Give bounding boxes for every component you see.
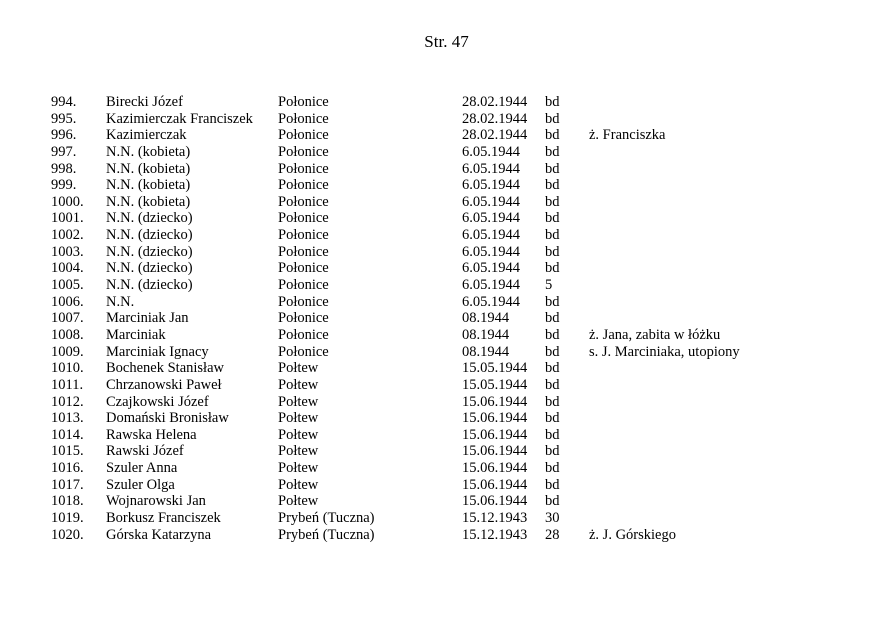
record-age: 5 [545,277,553,294]
record-name: Czajkowski Józef [106,393,209,410]
record-name: N.N. (kobieta) [106,160,191,177]
record-date: 15.05.1944 [462,360,528,377]
record-date: 6.05.1944 [462,277,520,294]
record-name: Wojnarowski Jan [106,493,206,510]
record-date: 28.02.1944 [462,94,528,110]
record-date: 08.1944 [462,310,510,327]
record-number: 1009. [51,343,84,360]
record-name: N.N. (kobieta) [106,177,191,194]
record-date: 6.05.1944 [462,260,520,277]
record-date: 15.06.1944 [462,460,528,477]
record-date: 15.06.1944 [462,410,528,427]
record-number: 1016. [51,460,84,477]
record-number: 1020. [51,526,84,543]
record-place: Połonice [278,260,329,277]
record-place: Połonice [278,343,329,360]
record-place: Prybeń (Tuczna) [278,510,375,527]
record-number: 995. [51,110,77,127]
record-age: bd [545,293,560,310]
record-date: 6.05.1944 [462,293,520,310]
record-name: N.N. (kobieta) [106,193,191,210]
record-place: Połonice [278,143,329,160]
record-date: 28.02.1944 [462,127,528,144]
record-place: Połonice [278,160,329,177]
record-date: 15.06.1944 [462,493,528,510]
record-age: bd [545,160,560,177]
record-name: Marciniak Ignacy [106,343,209,360]
record-number: 1015. [51,443,84,460]
record-number: 1001. [51,210,84,227]
record-number: 1017. [51,476,84,493]
record-number: 999. [51,177,77,194]
record-age: bd [545,110,560,127]
record-date: 6.05.1944 [462,193,520,210]
record-age: bd [545,326,560,343]
record-date: 15.12.1943 [462,510,528,527]
page-title: Str. 47 [424,32,469,51]
record-age: bd [545,476,560,493]
record-age: bd [545,210,560,227]
record-name: Szuler Anna [106,460,178,477]
record-place: Połtew [278,426,319,443]
record-date: 6.05.1944 [462,177,520,194]
record-note: ż. Jana, zabita w łóżku [589,326,721,343]
record-age: bd [545,410,560,427]
record-age: bd [545,460,560,477]
record-date: 08.1944 [462,326,510,343]
record-number: 997. [51,143,77,160]
record-place: Połtew [278,410,319,427]
record-name: N.N. [106,293,135,310]
record-name: Rawski Józef [106,443,184,460]
record-number: 1014. [51,426,84,443]
record-place: Połonice [278,310,329,327]
record-age: bd [545,227,560,244]
record-age: bd [545,393,560,410]
record-place: Prybeń (Tuczna) [278,526,375,543]
record-place: Połonice [278,94,329,110]
record-name: N.N. (dziecko) [106,243,193,260]
record-date: 6.05.1944 [462,243,520,260]
record-date: 15.05.1944 [462,376,528,393]
record-number: 994. [51,94,77,110]
record-date: 6.05.1944 [462,227,520,244]
record-number: 1005. [51,277,84,294]
record-place: Połonice [278,127,329,144]
record-number: 1013. [51,410,84,427]
record-age: bd [545,360,560,377]
record-name: Bochenek Stanisław [106,360,224,377]
record-age: 30 [545,510,560,527]
record-number: 1003. [51,243,84,260]
record-number: 1007. [51,310,84,327]
record-name: Marciniak [106,326,166,343]
record-name: Birecki Józef [106,94,183,110]
record-name: Kazimierczak Franciszek [106,110,253,127]
record-number: 1006. [51,293,84,310]
record-age: bd [545,260,560,277]
record-date: 08.1944 [462,343,510,360]
record-date: 6.05.1944 [462,160,520,177]
record-number: 1008. [51,326,84,343]
record-number: 1011. [51,376,84,393]
record-age: bd [545,376,560,393]
record-age: bd [545,493,560,510]
record-place: Połonice [278,326,329,343]
record-date: 15.06.1944 [462,443,528,460]
record-name: N.N. (dziecko) [106,227,193,244]
record-number: 1018. [51,493,84,510]
record-number: 1010. [51,360,84,377]
record-age: bd [545,127,560,144]
record-place: Połtew [278,376,319,393]
record-place: Połonice [278,243,329,260]
record-age: 28 [545,526,560,543]
record-place: Połonice [278,210,329,227]
record-place: Połonice [278,110,329,127]
record-age: bd [545,310,560,327]
record-name: Szuler Olga [106,476,175,493]
record-age: bd [545,143,560,160]
record-name: N.N. (dziecko) [106,260,193,277]
record-date: 15.06.1944 [462,426,528,443]
record-date: 15.06.1944 [462,393,528,410]
record-age: bd [545,343,560,360]
record-place: Połtew [278,393,319,410]
record-number: 1012. [51,393,84,410]
record-name: Kazimierczak [106,127,187,144]
record-name: N.N. (dziecko) [106,210,193,227]
record-age: bd [545,443,560,460]
record-place: Połtew [278,360,319,377]
record-age: bd [545,426,560,443]
record-date: 15.12.1943 [462,526,528,543]
record-date: 28.02.1944 [462,110,528,127]
record-name: Górska Katarzyna [106,526,212,543]
record-name: Rawska Helena [106,426,197,443]
record-number: 1019. [51,510,84,527]
record-place: Połonice [278,227,329,244]
record-name: N.N. (dziecko) [106,277,193,294]
record-number: 1002. [51,227,84,244]
record-note: ż. J. Górskiego [589,526,676,543]
record-note: s. J. Marciniaka, utopiony [589,343,740,360]
record-date: 6.05.1944 [462,143,520,160]
record-name: Borkusz Franciszek [106,510,221,527]
record-place: Połonice [278,177,329,194]
record-place: Połonice [278,193,329,210]
record-place: Połtew [278,460,319,477]
record-date: 6.05.1944 [462,210,520,227]
record-name: Chrzanowski Paweł [106,376,222,393]
record-age: bd [545,243,560,260]
record-place: Połonice [278,293,329,310]
record-name: N.N. (kobieta) [106,143,191,160]
record-age: bd [545,193,560,210]
record-age: bd [545,177,560,194]
record-date: 15.06.1944 [462,476,528,493]
record-place: Połtew [278,476,319,493]
record-age: bd [545,94,560,110]
record-name: Marciniak Jan [106,310,189,327]
record-note: ż. Franciszka [589,127,666,144]
record-number: 1000. [51,193,84,210]
record-number: 998. [51,160,77,177]
record-number: 1004. [51,260,84,277]
record-place: Połonice [278,277,329,294]
record-place: Połtew [278,443,319,460]
record-number: 996. [51,127,77,144]
record-place: Połtew [278,493,319,510]
record-name: Domański Bronisław [106,410,229,427]
